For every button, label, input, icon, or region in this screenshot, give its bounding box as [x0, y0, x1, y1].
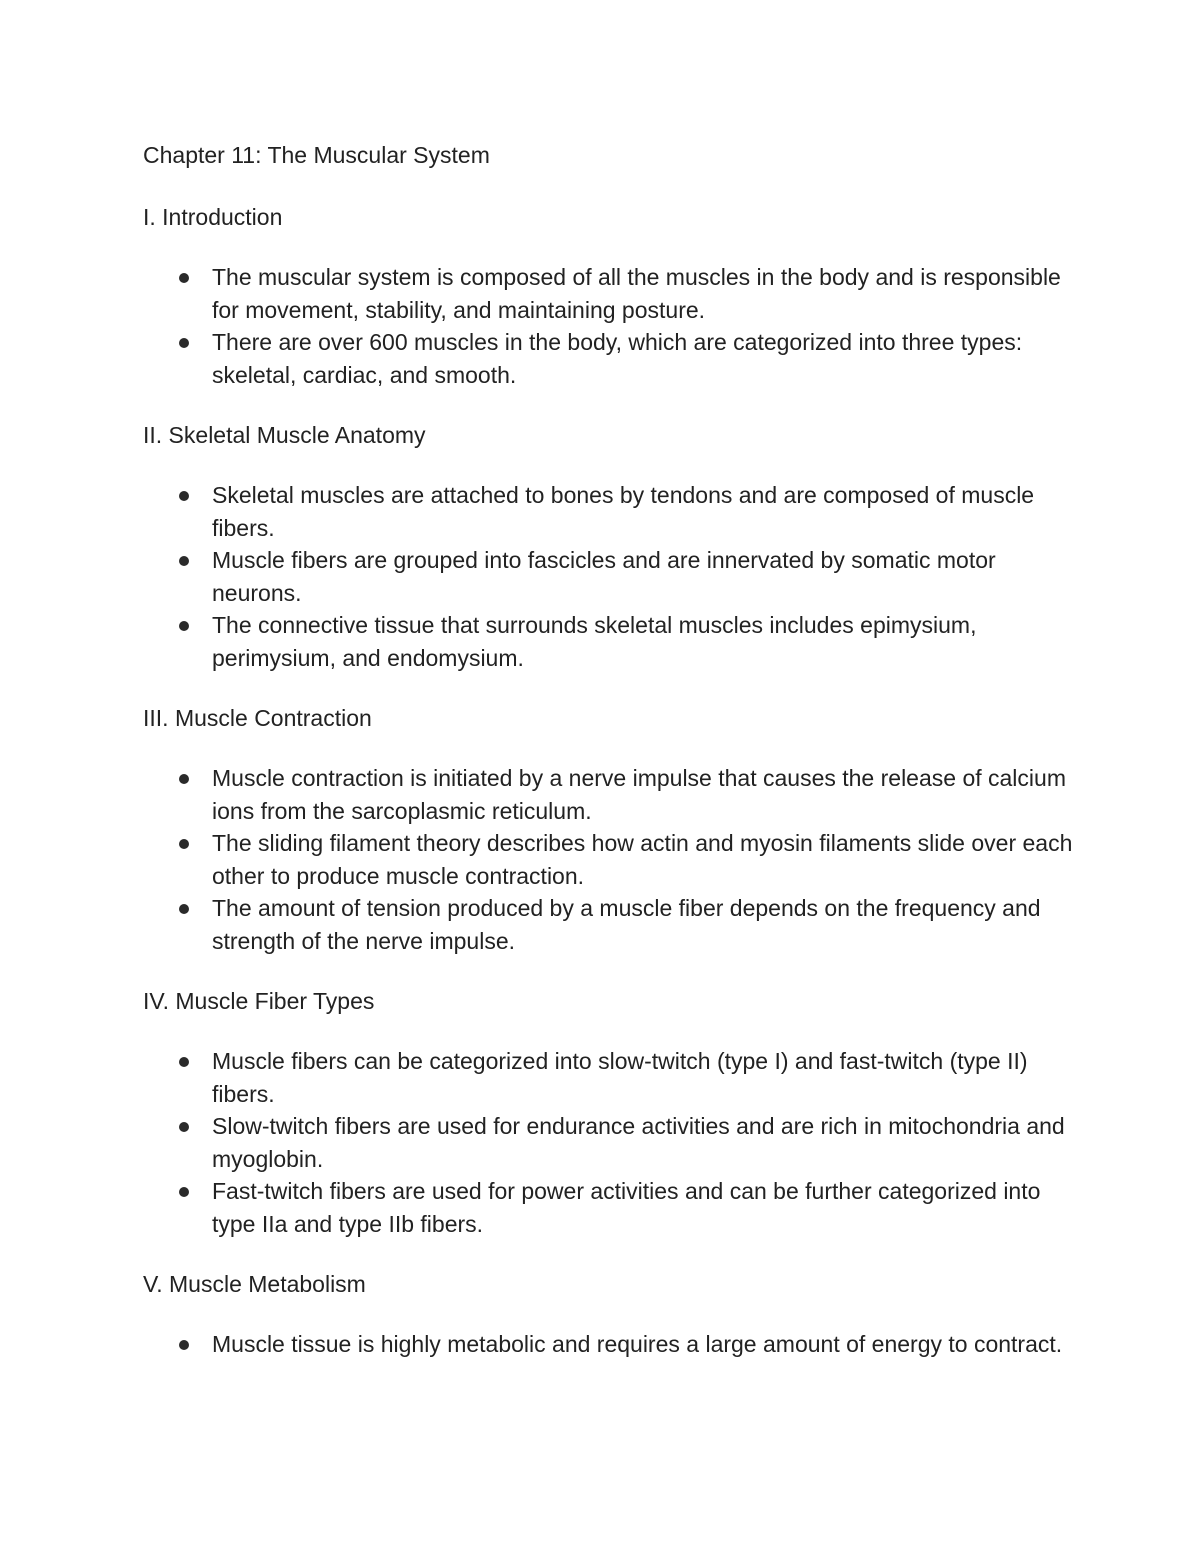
- section-skeletal-muscle-anatomy: [143, 417, 1073, 674]
- bullet-dot-icon: [179, 1340, 189, 1350]
- section-muscle-contraction: [143, 700, 1073, 957]
- bullet-dot-icon: [179, 774, 189, 784]
- list-item-text: The sliding filament theory describes how actin and myosin filaments slide over each other to produce muscle contraction.: [212, 830, 1073, 889]
- list-item: [143, 1045, 1073, 1110]
- bullet-dot-icon: [179, 1187, 189, 1197]
- list-item-text: Slow-twitch fibers are used for endurance activities and are rich in mitochondria and myoglobin.: [212, 1113, 1065, 1172]
- section-muscle-fiber-types: [143, 983, 1073, 1240]
- section-heading: IV. Muscle Fiber Types: [143, 988, 375, 1014]
- list-item-text: The muscular system is composed of all the muscles in the body and is responsible for movement, stability, and maintaining posture.: [212, 264, 1061, 323]
- bullet-dot-icon: [179, 273, 189, 283]
- bullet-list: [143, 479, 1073, 674]
- bullet-dot-icon: [179, 904, 189, 914]
- bullet-dot-icon: [179, 1122, 189, 1132]
- list-item-text: Muscle tissue is highly metabolic and requires a large amount of energy to contract.: [212, 1331, 1063, 1357]
- section-introduction: [143, 199, 1073, 391]
- list-item-text: Fast-twitch fibers are used for power activities and can be further categorized into type IIa and type IIb fibers.: [212, 1178, 1041, 1237]
- bullet-list: [143, 261, 1073, 391]
- bullet-dot-icon: [179, 556, 189, 566]
- list-item: [143, 1110, 1073, 1175]
- list-item: [143, 1175, 1073, 1240]
- document-page: [143, 137, 1073, 1387]
- bullet-list: [143, 762, 1073, 957]
- section-heading: II. Skeletal Muscle Anatomy: [143, 422, 426, 448]
- list-item-text: The connective tissue that surrounds skeletal muscles includes epimysium, perimysium, and endomysium.: [212, 612, 977, 671]
- list-item-text: Muscle fibers can be categorized into slow-twitch (type I) and fast-twitch (type II) fibers.: [212, 1048, 1028, 1107]
- list-item: [143, 609, 1073, 674]
- section-heading: III. Muscle Contraction: [143, 705, 372, 731]
- list-item: [143, 762, 1073, 827]
- section-heading: V. Muscle Metabolism: [143, 1271, 366, 1297]
- list-item: [143, 479, 1073, 544]
- list-item: [143, 827, 1073, 892]
- list-item-text: Muscle fibers are grouped into fascicles and are innervated by somatic motor neurons.: [212, 547, 996, 606]
- section-muscle-metabolism: [143, 1266, 1073, 1361]
- list-item: [143, 892, 1073, 957]
- bullet-dot-icon: [179, 338, 189, 348]
- bullet-dot-icon: [179, 839, 189, 849]
- list-item: [143, 544, 1073, 609]
- bullet-list: [143, 1045, 1073, 1240]
- list-item: [143, 326, 1073, 391]
- bullet-list: [143, 1328, 1073, 1361]
- bullet-dot-icon: [179, 1057, 189, 1067]
- bullet-dot-icon: [179, 491, 189, 501]
- section-heading: I. Introduction: [143, 204, 283, 230]
- list-item-text: Muscle contraction is initiated by a nerve impulse that causes the release of calcium ions from the sarcoplasmic reticulum.: [212, 765, 1066, 824]
- list-item-text: Skeletal muscles are attached to bones by tendons and are composed of muscle fibers.: [212, 482, 1035, 541]
- document-title: Chapter 11: The Muscular System: [143, 142, 490, 168]
- list-item-text: There are over 600 muscles in the body, which are categorized into three types: skeletal, cardiac, and smooth.: [212, 329, 1023, 388]
- list-item: [143, 1328, 1073, 1361]
- list-item: [143, 261, 1073, 326]
- list-item-text: The amount of tension produced by a muscle fiber depends on the frequency and strength of the nerve impulse.: [212, 895, 1041, 954]
- bullet-dot-icon: [179, 621, 189, 631]
